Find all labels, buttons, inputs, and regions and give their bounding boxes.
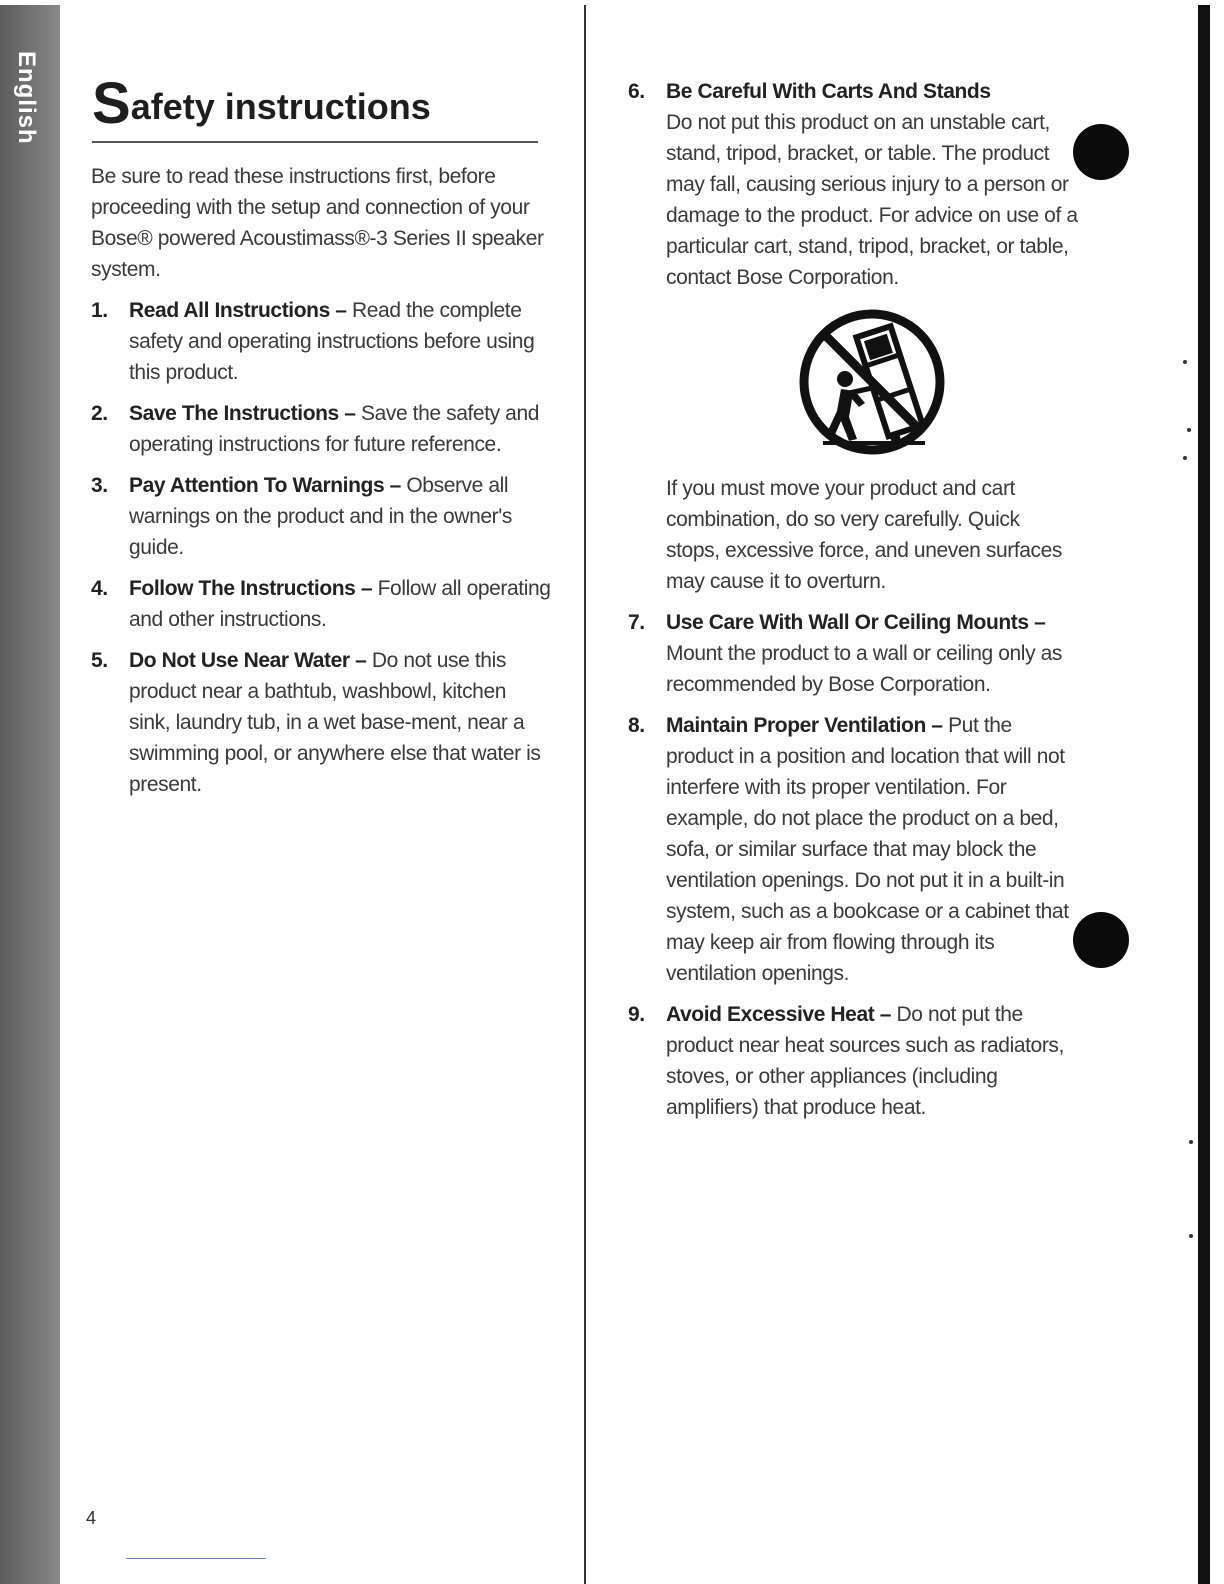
item-paragraph xyxy=(129,573,551,635)
item-heading: Maintain Proper Ventilation – xyxy=(666,714,943,737)
item-number: 2. xyxy=(91,402,108,425)
page-number: 4 xyxy=(86,1508,97,1528)
item-text: Put the product in a position and location that will not interfere with its proper ventilation. For example, do not place the product on a bed, sofa, or similar surface that may block the ventilation openings. Do not put it in a built-in system, such as a bookcase or a cabinet that may keep air from flowing through its ventilation openings. xyxy=(666,714,1069,985)
item-text: Mount the product to a wall or ceiling only as recommended by Bose Corporation. xyxy=(666,642,1062,696)
right-column xyxy=(628,76,1078,1133)
item-heading: Be Careful With Carts And Stands xyxy=(666,80,991,103)
item-number: 8. xyxy=(628,714,645,737)
punch-hole-bottom xyxy=(1073,912,1129,968)
cart-tip-over-warning-icon xyxy=(797,307,947,457)
instruction-item-3 xyxy=(91,470,551,563)
instruction-item-1 xyxy=(91,295,551,388)
item-heading: Pay Attention To Warnings – xyxy=(129,474,401,497)
instruction-item-5 xyxy=(91,645,551,800)
item-text: Observe all warnings on the product and in the owner's guide. xyxy=(129,474,512,559)
left-column xyxy=(91,161,551,810)
item-paragraph xyxy=(129,398,551,460)
item-text: Follow all operating and other instructions. xyxy=(129,577,551,631)
punch-hole-top xyxy=(1073,124,1129,180)
item-heading: Read All Instructions – xyxy=(129,299,347,322)
item-text: Read the complete safety and operating instructions before using this product. xyxy=(129,299,535,384)
intro-paragraph: Be sure to read these instructions first, before proceeding with the setup and connection of your Bose® powered Acoustimass®-3 Series II speaker system. xyxy=(91,165,544,281)
scan-speck xyxy=(1187,428,1191,432)
page-binding-edge xyxy=(1198,5,1210,1584)
instruction-item-4 xyxy=(91,573,551,635)
item-number: 9. xyxy=(628,1003,645,1026)
item-number: 3. xyxy=(91,474,108,497)
item-text: Do not put this product on an unstable cart, stand, tripod, bracket, or table. The product may fall, causing serious injury to a person or damage to the product. For advice on use of a particular cart, stand, tripod, bracket, or table, contact Bose Corporation. xyxy=(666,111,1078,289)
item-paragraph xyxy=(129,470,551,563)
item-number: 1. xyxy=(91,299,108,322)
item-heading: Use Care With Wall Or Ceiling Mounts – xyxy=(666,611,1046,634)
item-paragraph xyxy=(666,607,1078,700)
item-heading: Avoid Excessive Heat – xyxy=(666,1003,892,1026)
item-number: 7. xyxy=(628,611,645,634)
item-followup-text: If you must move your product and cart combination, do so very carefully. Quick stops, excessive force, and uneven surfaces may cause it to overturn. xyxy=(666,477,1063,593)
scan-speck xyxy=(1183,360,1187,364)
scan-speck xyxy=(1189,1234,1193,1238)
page-title xyxy=(92,72,431,136)
item-heading: Do Not Use Near Water – xyxy=(129,649,367,672)
item-heading: Save The Instructions – xyxy=(129,402,356,425)
instruction-item-8 xyxy=(628,710,1078,989)
item-paragraph xyxy=(129,295,551,388)
instruction-item-2 xyxy=(91,398,551,460)
language-side-tab xyxy=(0,5,60,1584)
item-paragraph xyxy=(129,645,551,800)
item-number: 4. xyxy=(91,577,108,600)
instruction-item-7 xyxy=(628,607,1078,700)
title-initial: S xyxy=(92,71,131,136)
instruction-item-6 xyxy=(628,76,1078,597)
item-heading: Follow The Instructions – xyxy=(129,577,373,600)
item-text: Do not put the product near heat sources such as radiators, stoves, or other appliances (including amplifiers) that produce heat. xyxy=(666,1003,1064,1119)
instruction-item-9 xyxy=(628,999,1078,1123)
item-number: 5. xyxy=(91,649,108,672)
language-label: English xyxy=(13,51,40,145)
title-rule xyxy=(92,141,538,143)
item-paragraph xyxy=(666,999,1078,1123)
column-divider xyxy=(584,5,586,1584)
footer-rule xyxy=(126,1558,266,1559)
scan-speck xyxy=(1189,1140,1193,1144)
item-number: 6. xyxy=(628,80,645,103)
cart-warning-figure xyxy=(666,307,1078,457)
item-paragraph xyxy=(666,710,1078,989)
item-text: Do not use this product near a bathtub, washbowl, kitchen sink, laundry tub, in a wet base-ment, near a swimming pool, or anywhere else that water is present. xyxy=(129,649,541,796)
item-text: Save the safety and operating instructions for future reference. xyxy=(129,402,540,456)
title-rest: afety instructions xyxy=(130,86,431,127)
item-heading-line xyxy=(666,76,1078,107)
scan-speck xyxy=(1183,456,1187,460)
